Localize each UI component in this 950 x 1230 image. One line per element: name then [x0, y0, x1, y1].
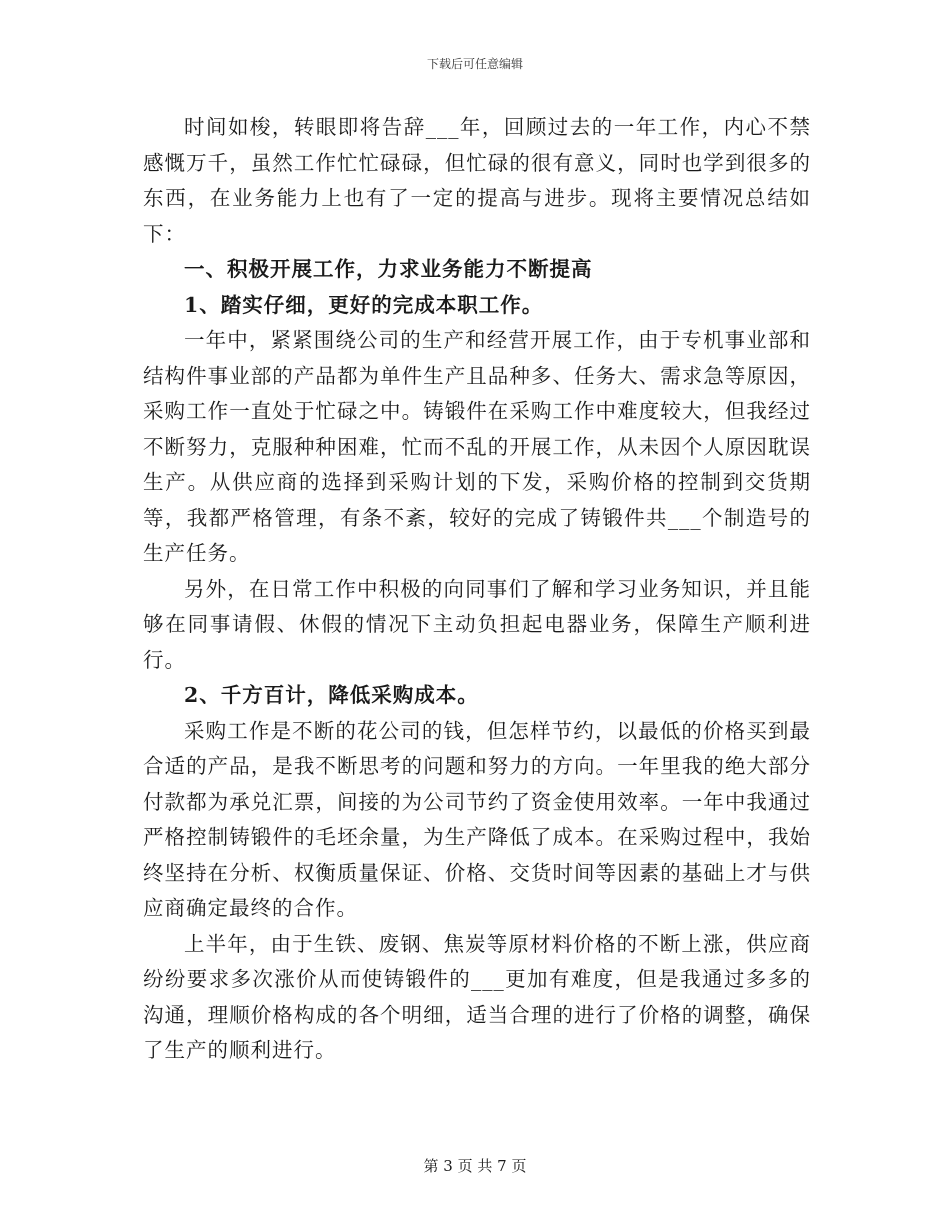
intro-paragraph: 时间如梭，转眼即将告辞___年，回顾过去的一年工作，内心不禁感慨万千，虽然工作忙忙碌碌，但忙碌的很有意义，同时也学到很多的东西，在业务能力上也有了一定的提高与进步。现将主要情况总结如下：	[143, 115, 811, 246]
page-header: 下载后可任意编辑	[426, 57, 523, 71]
subsection-heading-2: 2、千方百计，降低采购成本。	[184, 683, 479, 707]
document-body	[143, 110, 811, 1069]
paragraph-price-adjustment: 上半年，由于生铁、废钢、焦炭等原材料价格的不断上涨，供应商纷纷要求多次涨价从而使铸锻件的___更加有难度，但是我通过多多的沟通，理顺价格构成的各个明细，适当合理的进行了价格的调整，确保了生产的顺利进行。	[143, 931, 811, 1062]
subsection-heading-1: 1、踏实仔细，更好的完成本职工作。	[184, 292, 544, 317]
section-heading-1: 一、积极开展工作，力求业务能力不断提高	[184, 257, 593, 281]
page-footer: 第 3 页 共 7 页	[423, 1157, 527, 1175]
paragraph-work-overview: 一年中，紧紧围绕公司的生产和经营开展工作，由于专机事业部和结构件事业部的产品都为单件生产且品种多、任务大、需求急等原因，采购工作一直处于忙碌之中。铸锻件在采购工作中难度较大，但我经过不断努力，克服种种困难，忙而不乱的开展工作，从未因个人原因耽误生产。从供应商的选择到采购计划的下发，采购价格的控制到交货期等，我都严格管理，有条不紊，较好的完成了铸锻件共___个制造号的生产任务。	[143, 328, 811, 565]
paragraph-cost-reduction: 采购工作是不断的花公司的钱，但怎样节约，以最低的价格买到最合适的产品，是我不断思考的问题和努力的方向。一年里我的绝大部分付款都为承兑汇票，间接的为公司节约了资金使用效率。一年中我通过严格控制铸锻件的毛坯余量，为生产降低了成本。在采购过程中，我始终坚持在分析、权衡质量保证、价格、交货时间等因素的基础上才与供应商确定最终的合作。	[143, 718, 811, 920]
paragraph-additional-duties: 另外，在日常工作中积极的向同事们了解和学习业务知识，并且能够在同事请假、休假的情况下主动负担起电器业务，保障生产顺利进行。	[143, 576, 811, 672]
